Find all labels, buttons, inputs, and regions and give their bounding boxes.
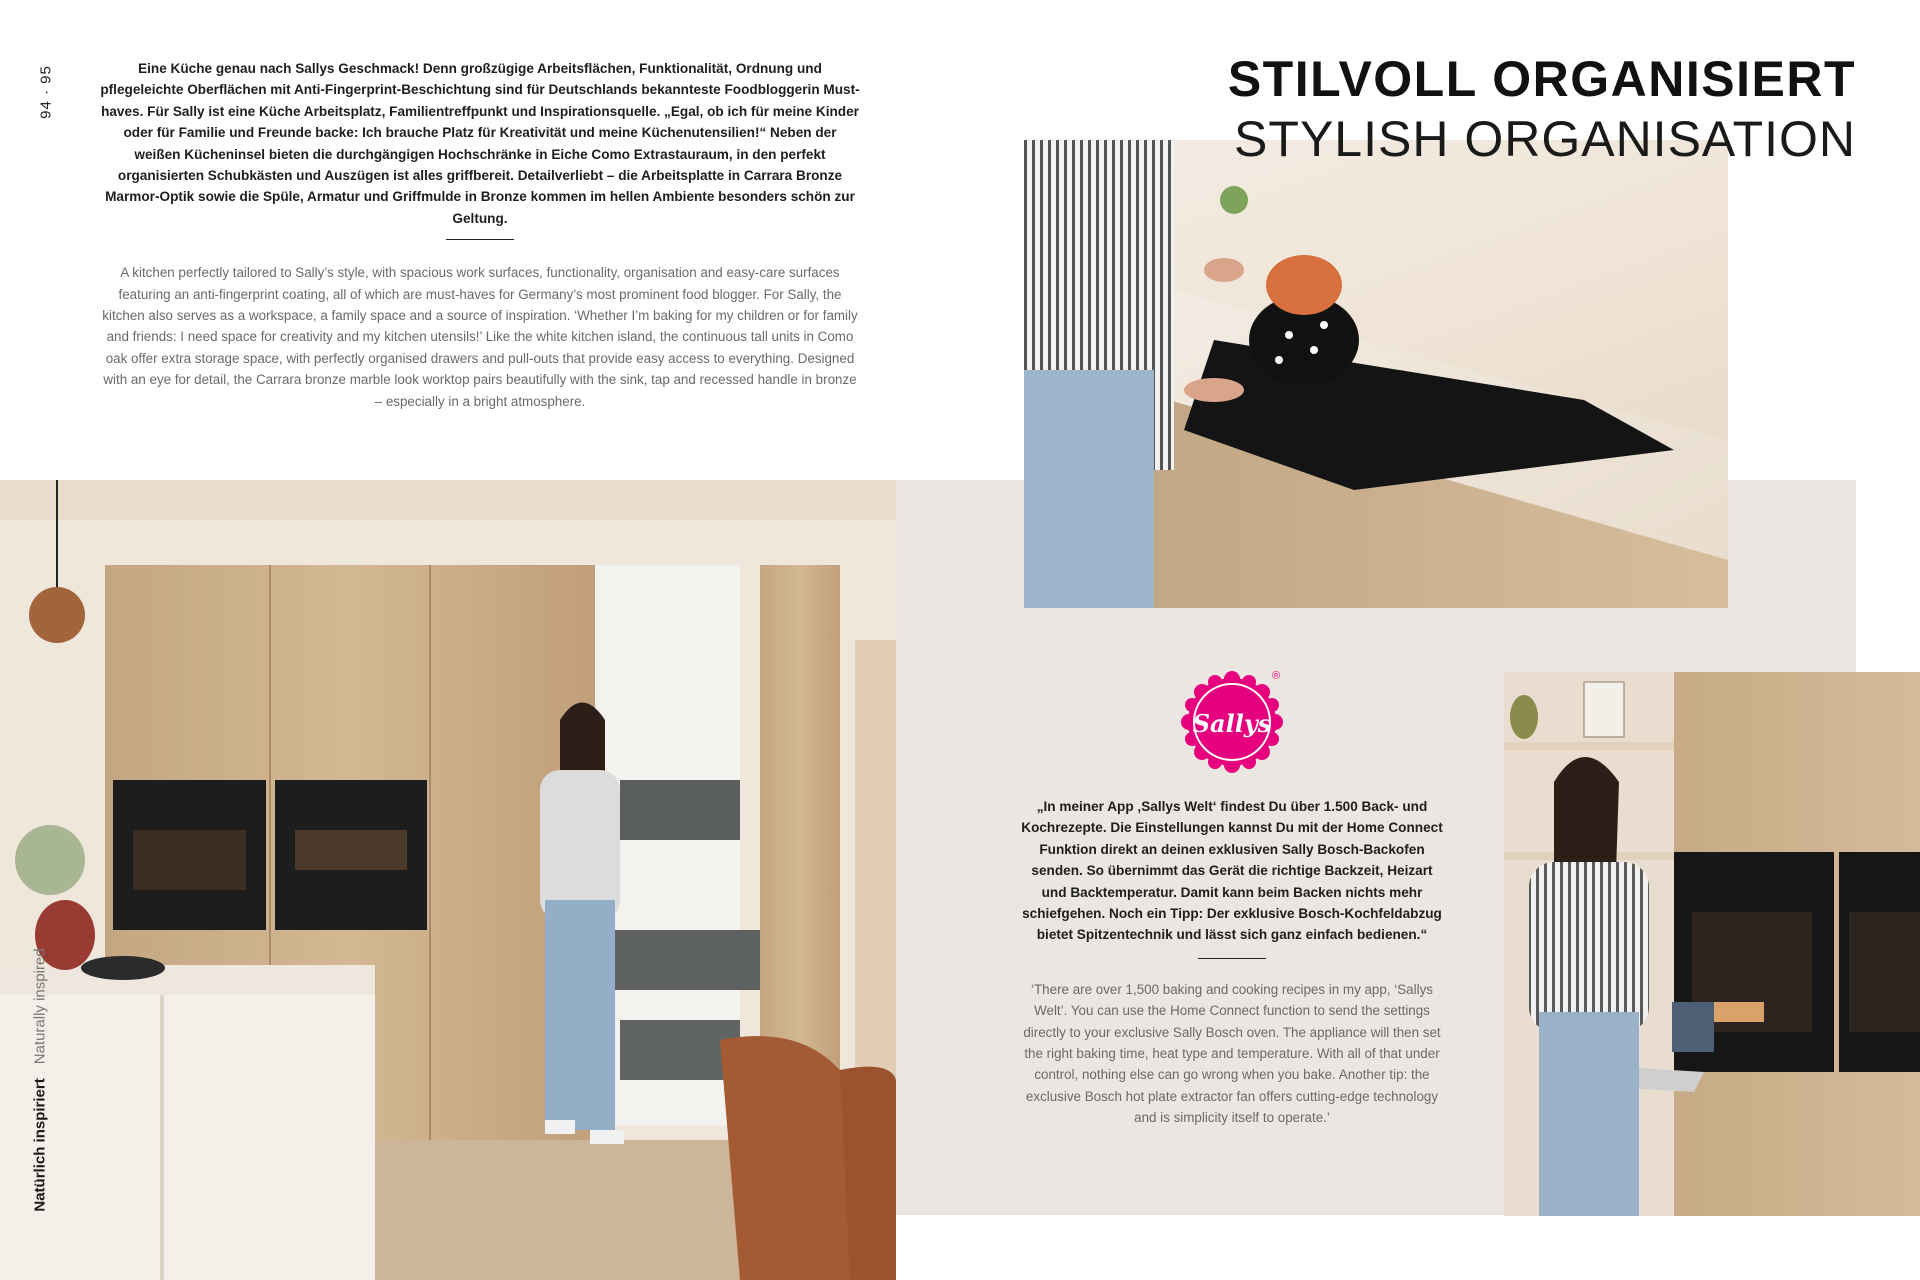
intro-text-block bbox=[100, 58, 860, 412]
page-number: 94 · 95 bbox=[37, 65, 55, 119]
intro-text-german: Eine Küche genau nach Sallys Geschmack! Denn großzügige Arbeitsflächen, Funktionalität, Ordnung und pflegeleichte Oberflächen mit Anti-Fingerprint-Beschichtung sind für Deutschlands bekannteste Foodbloggerin Must-haves. Für Sally ist eine Küche Arbeitsplatz, Familientreffpunkt und Inspirationsquelle. „Egal, ob ich für meine Kinder oder für Familie und Freunde backe: Ich brauche Platz für Kreativität und meine Küchenutensilien!“ Neben der weißen Kücheninsel bieten die durchgängigen Hochschränke in Eiche Como Extrastauraum, in den perfekt organisierten Schubkästen und Auszügen ist alles griffbereit. Detailverliebt – die Arbeitsplatte in Carrara Bronze Marmor-Optik sowie die Spüle, Armatur und Griffmulde in Bronze kommen im hellen Ambiente besonders schön zur Geltung. bbox=[100, 61, 860, 226]
side-label-german: Natürlich inspiriert bbox=[31, 1078, 49, 1212]
side-section-label bbox=[20, 940, 60, 1220]
quote-english: ‘There are over 1,500 baking and cooking recipes in my app, ‘Sallys Welt’. You can use the Home Connect function to send the settings directly to your exclusive Sally Bosch oven. The appliance will then set the right baking time, heat type and temperature. With all of that under control, nothing else can go wrong when you bake. Another tip: the exclusive Bosch hot plate extractor fan offers cutting-edge technology and is simplicity itself to operate.’ bbox=[1023, 981, 1441, 1126]
side-label-english: Naturally inspired bbox=[31, 948, 49, 1065]
cooktop-photo bbox=[1024, 140, 1728, 608]
intro-text-english: A kitchen perfectly tailored to Sally’s style, with spacious work surfaces, functionality, organisation and easy-care surfaces featuring an anti-fingerprint coating, all of which are must-haves for Germany’s most prominent food blogger. For Sally, the kitchen also serves as a workspace, a family space and a source of inspiration. ‘Whether I’m baking for my children or for family and friends: I need space for creativity and my kitchen utensils!’ Like the white kitchen island, the continuous tall units in Como oak offer extra storage space, with perfectly organised drawers and pull-outs that provide easy access to everything. Designed with an eye for detail, the Carrara bronze marble look worktop pairs beautifully with the sink, tap and recessed handle in bronze – especially in a bright atmosphere. bbox=[102, 265, 858, 409]
divider bbox=[1198, 958, 1266, 959]
divider bbox=[446, 239, 514, 240]
quote-german: „In meiner App ‚Sallys Welt‘ findest Du über 1.500 Back- und Kochrezepte. Die Einstellungen kannst Du mit der Home Connect Funktion direkt an deinen exklusiven Sally Bosch-Backofen senden. So übernimmt das Gerät die richtige Backzeit, Heizart und Backtemperatur. Damit kann beim Backen nichts mehr schiefgehen. Noch ein Tipp: Der exklusive Bosch-Kochfeldabzug bietet Spitzentechnik und lässt sich ganz einfach bedienen.“ bbox=[1021, 799, 1443, 943]
registered-mark: ® bbox=[1272, 670, 1281, 682]
page-title-english: STYLISH ORGANISATION bbox=[1234, 111, 1856, 167]
kitchen-photo bbox=[0, 480, 896, 1280]
oven-photo bbox=[1504, 672, 1920, 1216]
logo-text: Sallys bbox=[1192, 709, 1272, 738]
page-title-german: STILVOLL ORGANISIERT bbox=[1227, 51, 1856, 107]
sallys-logo bbox=[1180, 670, 1284, 774]
quote-block bbox=[1020, 796, 1444, 1129]
